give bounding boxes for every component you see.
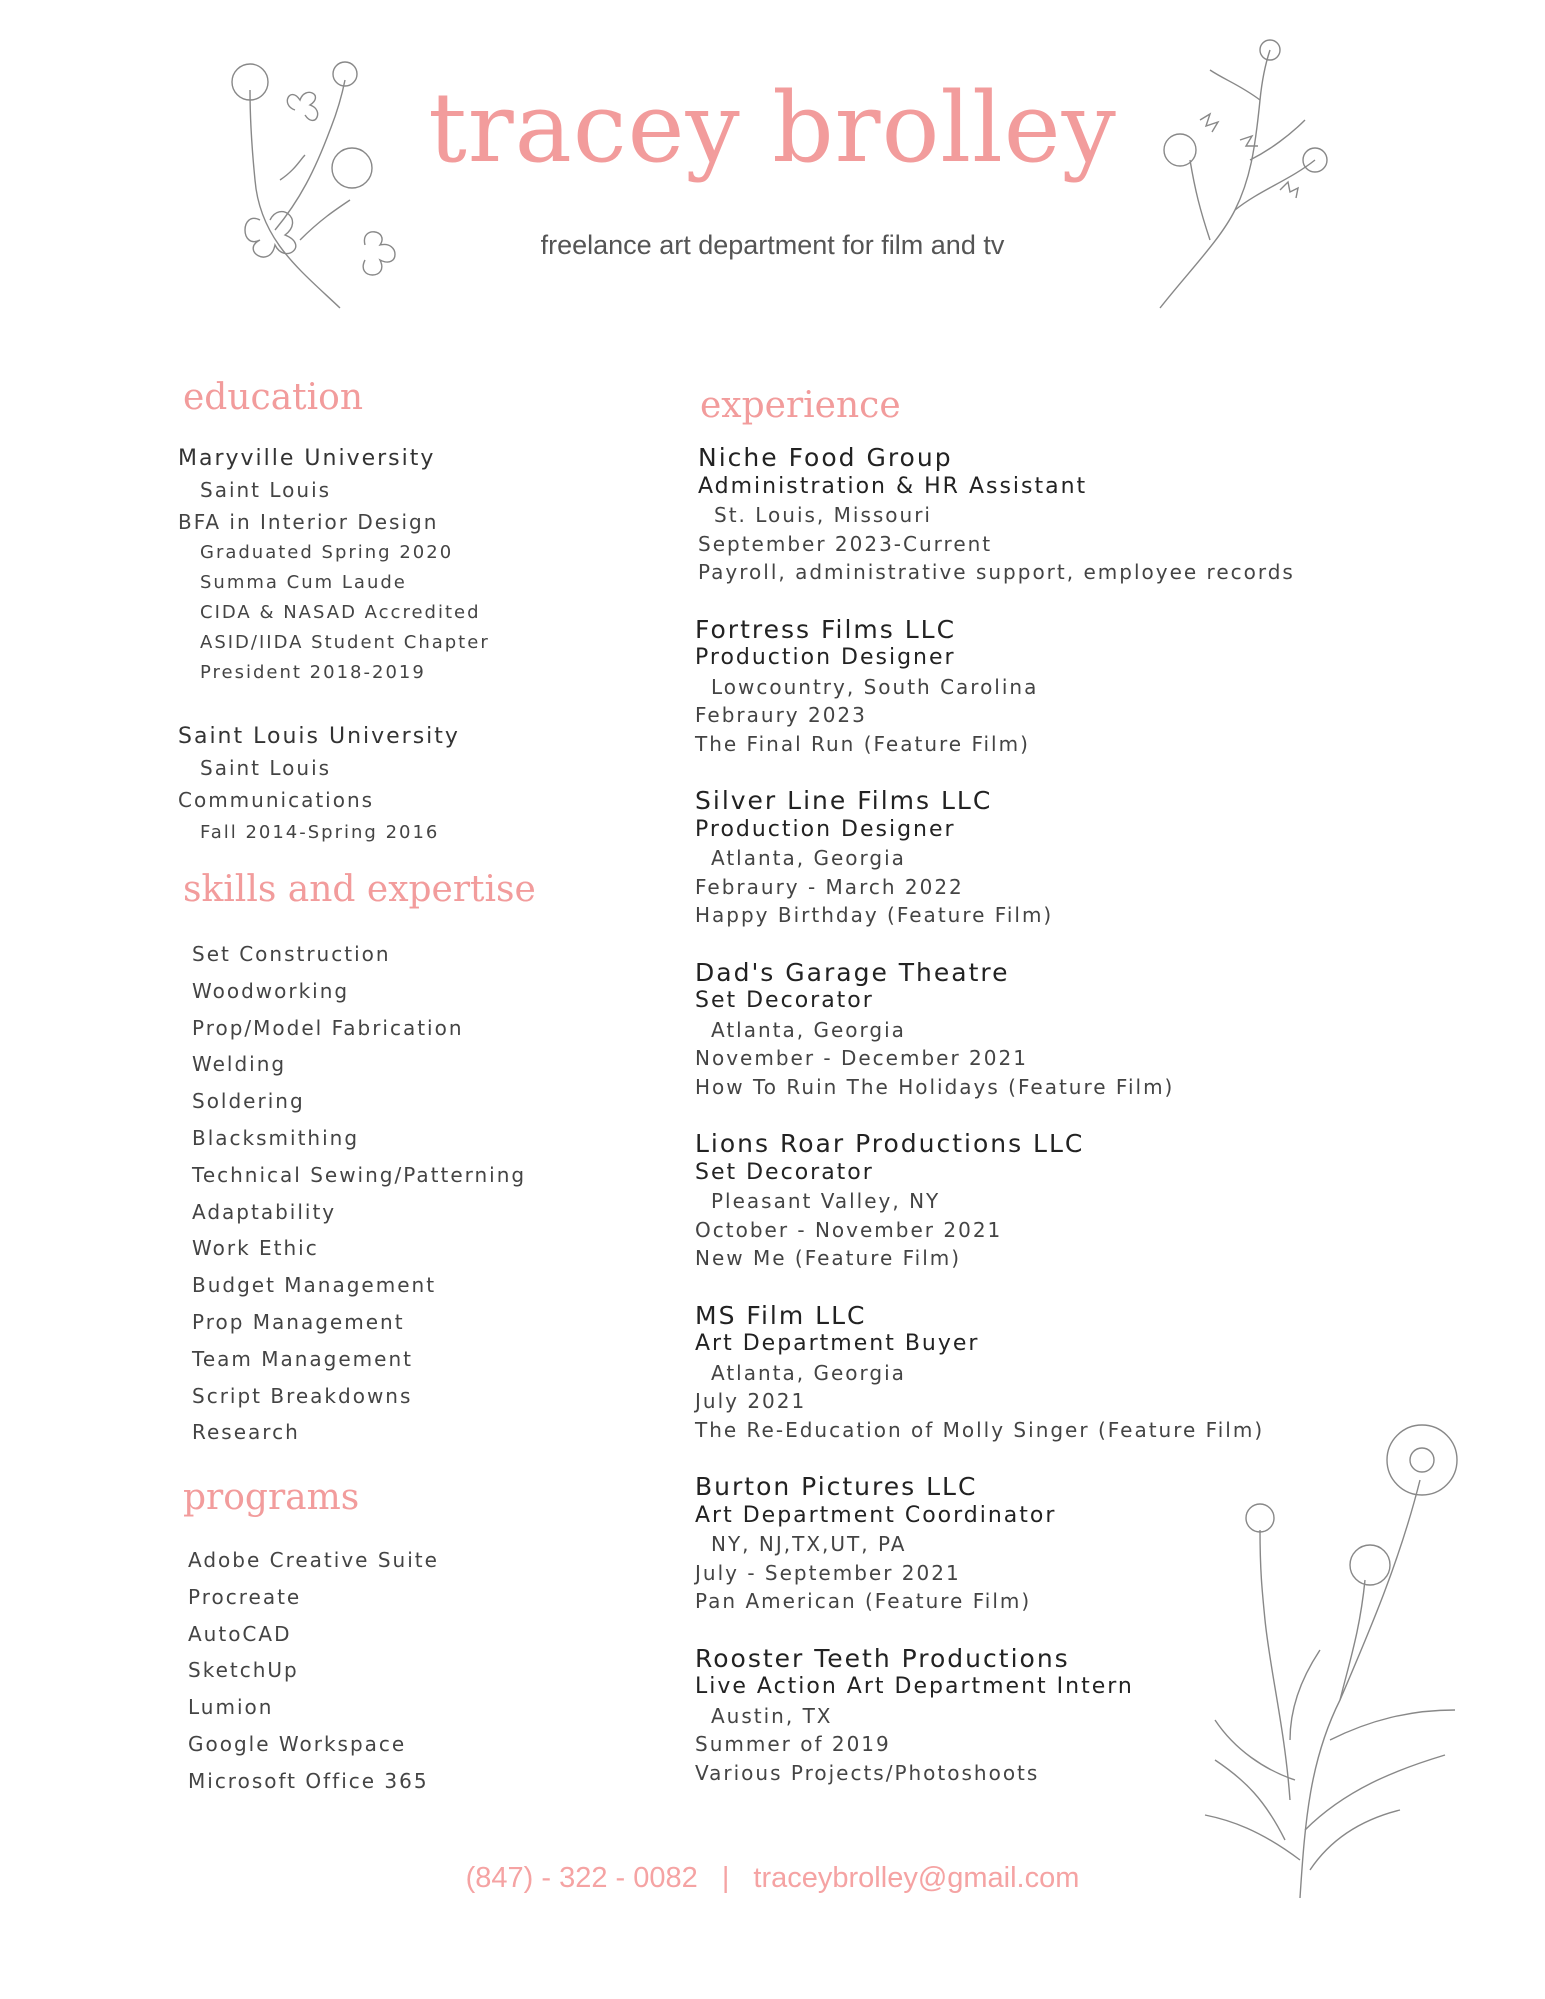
skill-item: Budget Management xyxy=(192,1273,437,1298)
school-detail: Fall 2014-Spring 2016 xyxy=(200,822,440,843)
skill-item: Team Management xyxy=(192,1346,413,1371)
school-name: Maryville University xyxy=(178,446,436,471)
program-item: Procreate xyxy=(188,1584,302,1609)
skill-item: Script Breakdowns xyxy=(192,1383,413,1408)
school-degree: Communications xyxy=(178,788,375,812)
job-role: Production Designer xyxy=(695,645,956,670)
job-company: MS Film LLC xyxy=(695,1300,867,1330)
program-item: Lumion xyxy=(188,1695,274,1720)
job-description: How To Ruin The Holidays (Feature Film) xyxy=(695,1074,1175,1099)
job-dates: September 2023-Current xyxy=(698,531,993,556)
job-description: Various Projects/Photoshoots xyxy=(695,1760,1040,1785)
job-role: Set Decorator xyxy=(695,1159,874,1185)
skill-item: Blacksmithing xyxy=(192,1126,360,1150)
job-description: The Re-Education of Molly Singer (Feature Film) xyxy=(695,1417,1265,1442)
job-dates: July 2021 xyxy=(695,1389,807,1413)
job-company: Fortress Films LLC xyxy=(695,614,957,644)
job-location: Pleasant Valley, NY xyxy=(711,1189,941,1213)
school-detail: Summa Cum Laude xyxy=(200,572,407,593)
job-description: Pan American (Feature Film) xyxy=(695,1589,1032,1613)
program-item: Microsoft Office 365 xyxy=(188,1768,429,1793)
skill-item: Adaptability xyxy=(192,1199,337,1224)
skill-item: Woodworking xyxy=(192,978,350,1003)
skill-item: Soldering xyxy=(192,1089,305,1114)
program-item: Google Workspace xyxy=(188,1732,407,1756)
job-company: Niche Food Group xyxy=(698,443,953,472)
contact-line xyxy=(0,1862,1545,1895)
job-dates: July - September 2021 xyxy=(695,1560,961,1585)
job-description: Happy Birthday (Feature Film) xyxy=(695,903,1054,927)
school-location: Saint Louis xyxy=(200,478,332,502)
job-role: Set Decorator xyxy=(695,988,874,1013)
resume-name: tracey brolley xyxy=(428,72,1117,184)
job-dates: October - November 2021 xyxy=(695,1217,1003,1242)
experience-entry xyxy=(695,1473,1455,1616)
experience-entry xyxy=(695,1302,1455,1445)
resume-tagline: freelance art department for film and tv xyxy=(540,230,1005,260)
skill-item: Prop Management xyxy=(192,1310,405,1334)
experience-entry xyxy=(695,787,1455,930)
contact-email[interactable]: traceybrolley@gmail.com xyxy=(753,1862,1080,1894)
experience-entry xyxy=(698,444,1458,587)
school-detail: CIDA & NASAD Accredited xyxy=(200,602,481,623)
skills-heading: skills and expertise xyxy=(183,869,536,910)
job-dates: November - December 2021 xyxy=(695,1046,1028,1070)
job-role: Production Designer xyxy=(695,816,956,842)
job-company: Lions Roar Productions LLC xyxy=(695,1129,1085,1158)
experience-entry xyxy=(695,616,1455,759)
job-company: Silver Line Films LLC xyxy=(695,786,993,815)
school-location: Saint Louis xyxy=(200,756,332,780)
job-dates: Febraury 2023 xyxy=(695,703,867,727)
job-role: Art Department Buyer xyxy=(695,1331,980,1356)
job-location: Atlanta, Georgia xyxy=(711,1017,906,1042)
job-role: Live Action Art Department Intern xyxy=(695,1674,1134,1699)
job-location: St. Louis, Missouri xyxy=(714,503,932,527)
school-detail: Graduated Spring 2020 xyxy=(200,542,454,563)
job-description: New Me (Feature Film) xyxy=(695,1246,962,1270)
job-dates: Febraury - March 2022 xyxy=(695,874,964,899)
education-heading: education xyxy=(183,377,363,418)
school-detail: ASID/IIDA Student Chapter xyxy=(200,632,490,653)
job-company: Rooster Teeth Productions xyxy=(695,1643,1070,1673)
job-location: Atlanta, Georgia xyxy=(711,846,906,870)
skill-item: Research xyxy=(192,1420,300,1445)
experience-entry xyxy=(695,959,1455,1102)
job-role: Art Department Coordinator xyxy=(695,1502,1057,1528)
school-name: Saint Louis University xyxy=(178,724,460,749)
job-location: Lowcountry, South Carolina xyxy=(711,674,1039,699)
job-description: The Final Run (Feature Film) xyxy=(695,731,1030,756)
skill-item: Technical Sewing/Patterning xyxy=(192,1162,527,1187)
job-company: Burton Pictures LLC xyxy=(695,1472,978,1501)
job-description: Payroll, administrative support, employee records xyxy=(698,560,1295,584)
experience-entry xyxy=(695,1130,1455,1273)
skill-item: Welding xyxy=(192,1052,287,1077)
job-location: Atlanta, Georgia xyxy=(711,1360,906,1385)
program-item: Adobe Creative Suite xyxy=(188,1548,439,1572)
school-detail: President 2018-2019 xyxy=(200,662,426,683)
contact-phone[interactable]: (847) - 322 - 0082 xyxy=(465,1862,698,1894)
skill-item: Work Ethic xyxy=(192,1236,319,1261)
job-role: Administration & HR Assistant xyxy=(698,473,1088,499)
programs-heading: programs xyxy=(183,1477,360,1518)
job-company: Dad's Garage Theatre xyxy=(695,957,1010,987)
experience-heading: experience xyxy=(700,385,901,426)
job-location: NY, NJ,TX,UT, PA xyxy=(711,1532,907,1556)
job-dates: Summer of 2019 xyxy=(695,1732,891,1756)
program-item: SketchUp xyxy=(188,1658,299,1683)
school-degree: BFA in Interior Design xyxy=(178,510,439,534)
program-item: AutoCAD xyxy=(188,1621,292,1646)
experience-entry xyxy=(695,1645,1455,1788)
skill-item: Set Construction xyxy=(192,942,391,966)
skill-item: Prop/Model Fabrication xyxy=(192,1015,464,1040)
contact-separator: | xyxy=(721,1862,730,1894)
job-location: Austin, TX xyxy=(711,1703,833,1728)
